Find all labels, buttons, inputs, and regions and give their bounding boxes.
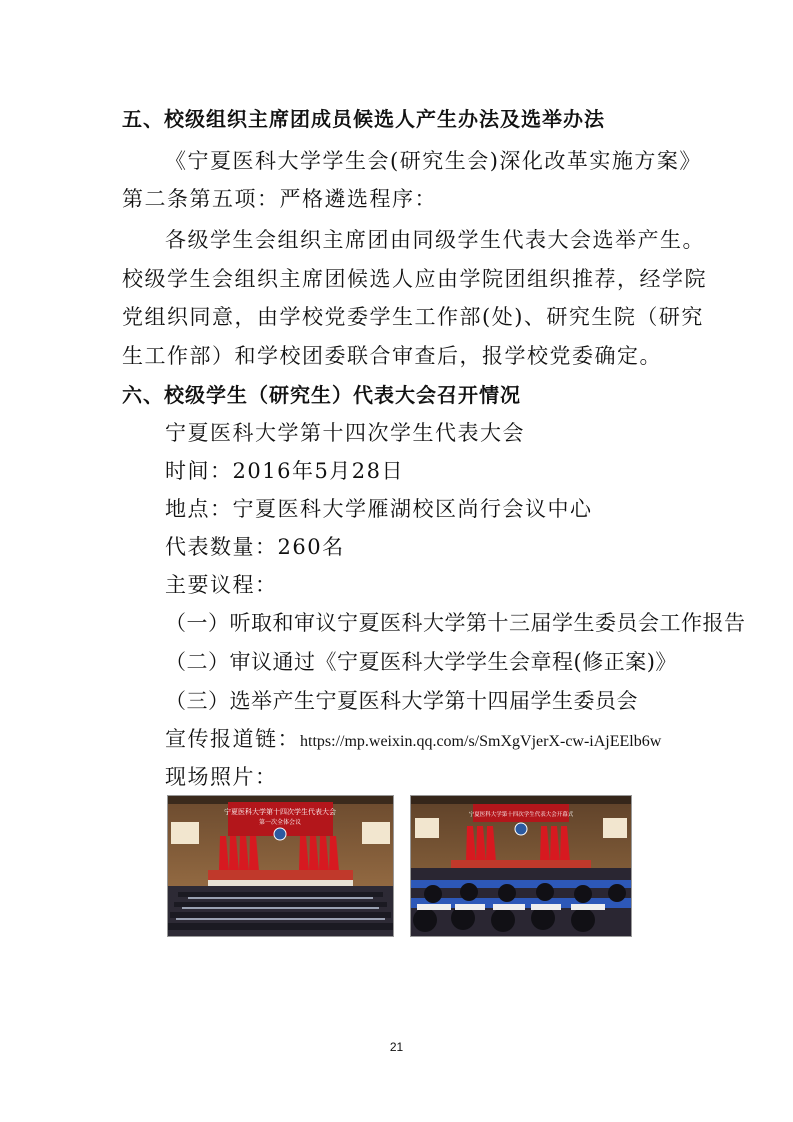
photos-label: 现场照片：	[165, 765, 278, 789]
section-5-heading: 五、校级组织主席团成员候选人产生办法及选举办法	[122, 107, 605, 131]
agenda-item-3: （三）选举产生宁夏医科大学第十四届学生委员会	[165, 689, 638, 713]
agenda-item-2: （二）审议通过《宁夏医科大学学生会章程(修正案)》	[165, 650, 677, 674]
meeting-photo-2-image	[411, 796, 631, 936]
meeting-photo-1-image	[168, 796, 393, 936]
section-5-paragraph-1-line-2: 第二条第五项：严格遴选程序：	[122, 187, 437, 211]
section-5-paragraph-2-line-1: 各级学生会组织主席团由同级学生代表大会选举产生。	[165, 228, 705, 252]
photo1-subbanner-text: 第一次全体会议	[258, 819, 302, 826]
agenda-label: 主要议程：	[165, 573, 278, 597]
section-5-paragraph-2-line-2: 校级学生会组织主席团候选人应由学院团组织推荐，经学院	[122, 267, 707, 291]
delegate-count: 代表数量：260名	[165, 535, 345, 559]
meeting-time: 时间：2016年5月28日	[165, 459, 405, 483]
photo1-banner-text: 宁夏医科大学第十四次学生代表大会	[224, 808, 336, 816]
report-link-row	[165, 724, 661, 757]
report-link-label: 宣传报道链：	[165, 727, 300, 751]
photo2-banner-text: 宁夏医科大学第十四次学生代表大会开幕式	[468, 812, 574, 818]
section-5-paragraph-2-line-4: 生工作部）和学校团委联合审查后，报学校党委确定。	[122, 344, 662, 368]
section-5-paragraph-2-line-3: 党组织同意，由学校党委学生工作部(处)、研究生院（研究	[122, 305, 704, 329]
meeting-photo-1	[167, 795, 394, 937]
meeting-photo-2	[410, 795, 632, 937]
page-number: 21	[389, 1040, 404, 1054]
section-5-paragraph-1-line-1: 《宁夏医科大学学生会(研究生会)深化改革实施方案》	[165, 149, 702, 173]
meeting-place: 地点：宁夏医科大学雁湖校区尚行会议中心	[165, 497, 593, 521]
section-6-heading: 六、校级学生（研究生）代表大会召开情况	[122, 383, 521, 407]
report-link[interactable]: https://mp.weixin.qq.com/s/SmXgVjerX-cw-iAjEElb6w	[300, 733, 662, 750]
agenda-item-1: （一）听取和审议宁夏医科大学第十三届学生委员会工作报告	[165, 611, 746, 635]
meeting-name: 宁夏医科大学第十四次学生代表大会	[165, 421, 525, 445]
